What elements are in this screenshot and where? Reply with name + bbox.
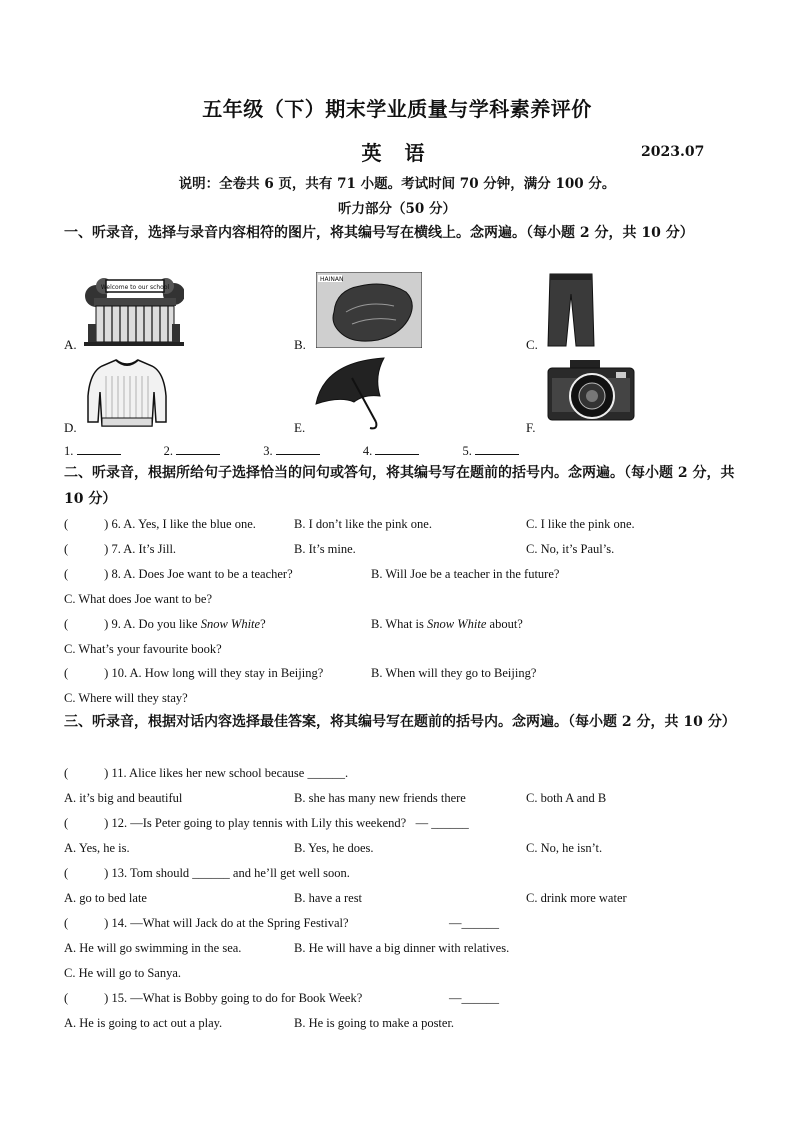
q13-option-a: A. go to bed late [64,891,147,905]
picture-b-letter: B. [294,337,306,352]
q14-option-a: A. He will go swimming in the sea. [64,941,242,955]
hainan-map-icon [316,272,422,348]
q7-option-b: B. It’s mine. [294,542,356,556]
q9-option-c: C. What’s your favourite book? [64,642,222,656]
exam-note: 说明：全卷共 6 页，共有 71 小题。考试时间 70 分钟，满分 100 分。 [178,176,616,192]
question-15: ( ) 15. —What is Bobby going to do for Book Week? [64,991,363,1005]
map-label: HAINAN [320,276,344,283]
exam-date: 2023.07 [641,144,705,160]
q15-answer-blank[interactable]: —______ [449,991,499,1005]
blank-3[interactable]: 3. [263,442,340,459]
listening-heading: 听力部分（50 分） [338,201,456,217]
q10-option-c: C. Where will they stay? [64,691,188,705]
q12-option-c: C. No, he isn’t. [526,841,603,855]
question-11: ( ) 11. Alice likes her new school because ______. [64,766,349,780]
question-6: ( ) 6. A. Yes, I like the blue one. [64,517,256,531]
question-14: ( ) 14. —What will Jack do at the Spring Festival? [64,916,349,930]
q12-option-b: B. Yes, he does. [294,841,374,855]
exam-title: 五年级（下）期末学业质量与学科素养评价 [202,97,592,121]
sweater-icon [86,356,168,432]
picture-a-letter: A. [64,337,77,352]
umbrella-icon [314,356,394,432]
blank-4[interactable]: 4. [363,442,440,459]
subject-title: 英 语 [361,141,433,165]
blank-1[interactable]: 1. [64,442,141,459]
question-13: ( ) 13. Tom should ______ and he’ll get well soon. [64,866,350,880]
picture-f-letter: F. [526,420,536,435]
q14-option-b: B. He will have a big dinner with relatives. [294,941,510,955]
school-gate-icon [84,274,184,349]
school-sign-text: Welcome to our school [100,284,170,291]
question-12: ( ) 12. —Is Peter going to play tennis with Lily this weekend? — ______ [64,816,469,830]
q7-option-c: C. No, it’s Paul’s. [526,542,615,556]
q6-option-b: B. I don’t like the pink one. [294,517,432,531]
question-7: ( ) 7. A. It’s Jill. [64,542,177,556]
answer-blanks [64,442,559,459]
blank-2[interactable]: 2. [164,442,241,459]
q10-option-b: B. When will they go to Beijing? [371,666,537,680]
q14-option-c: C. He will go to Sanya. [64,966,182,980]
question-10: ( ) 10. A. How long will they stay in Beijing? [64,666,324,680]
q13-option-b: B. have a rest [294,891,363,905]
q6-option-c: C. I like the pink one. [526,517,635,531]
q11-option-c: C. both A and B [526,791,607,805]
trousers-icon [546,272,596,348]
q11-option-b: B. she has many new friends there [294,791,466,805]
picture-c-letter: C. [526,337,538,352]
q11-option-a: A. it’s big and beautiful [64,791,183,805]
question-8: ( ) 8. A. Does Joe want to be a teacher? [64,567,293,581]
section2-instruction: 二、听录音，根据所给句子选择恰当的问句或答句，将其编号写在题前的括号内。念两遍。（每小题 2 分，共 10 分） [64,465,735,507]
q13-option-c: C. drink more water [526,891,627,905]
q9-option-b: B. What is Snow White about? [371,617,523,631]
camera-icon [546,356,636,426]
q15-option-b: B. He is going to make a poster. [294,1016,455,1030]
picture-e-letter: E. [294,420,306,435]
question-9: ( ) 9. A. Do you like Snow White? [64,617,266,631]
q15-option-a: A. He is going to act out a play. [64,1016,223,1030]
blank-5[interactable]: 5. [463,442,540,459]
section3-instruction: 三、听录音，根据对话内容选择最佳答案，将其编号写在题前的括号内。念两遍。（每小题 2 分，共 10 分） [64,714,736,730]
picture-d-letter: D. [64,420,77,435]
q8-option-c: C. What does Joe want to be? [64,592,212,606]
section1-instruction: 一、听录音，选择与录音内容相符的图片，将其编号写在横线上。念两遍。（每小题 2 分，共 10 分） [64,225,694,241]
q12-option-a: A. Yes, he is. [64,841,130,855]
q14-answer-blank[interactable]: —______ [449,916,499,930]
q8-option-b: B. Will Joe be a teacher in the future? [371,567,560,581]
